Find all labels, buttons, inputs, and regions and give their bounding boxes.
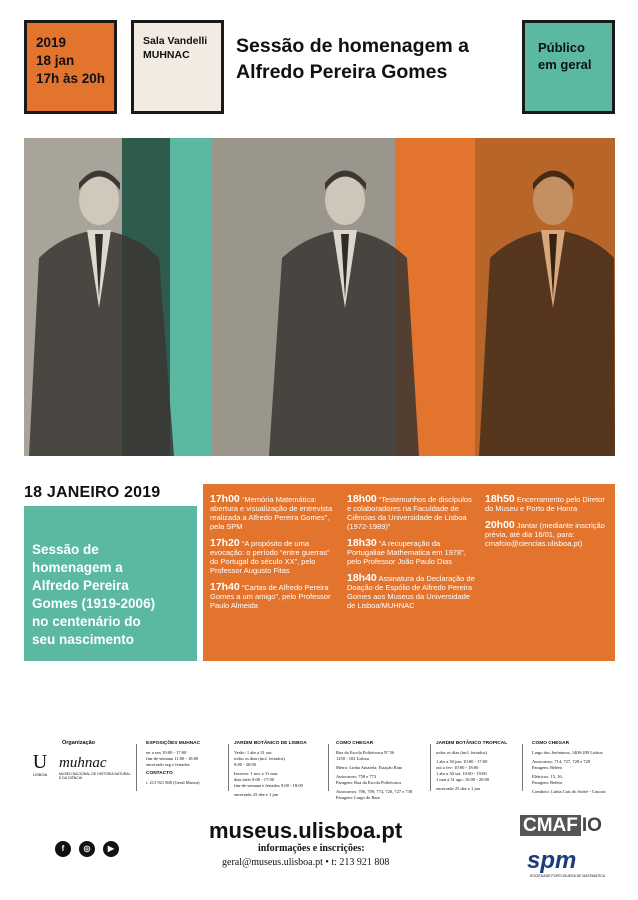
- program-column-3: [485, 495, 611, 556]
- footer-line: Metro: Linha Amarela: Estação Rato: [336, 765, 403, 770]
- subtitle-line: Sessão de: [32, 542, 99, 557]
- footer-exhibitions: [146, 741, 226, 786]
- footer-line: fim-de-semana 11:00 - 18:00: [146, 756, 199, 761]
- program-text: “A propósito de uma evocação: o período “entre guerras” do Portugal do século XX”, pelo Professor Augusto Fitas: [210, 539, 330, 575]
- organization-label: Organização: [62, 740, 96, 746]
- subtitle-line: Gomes (1919-2006): [32, 596, 156, 611]
- program-time: 17h20: [210, 537, 240, 549]
- muhnac-logo: [59, 755, 131, 780]
- footer-line: out a fev: 10:00 - 18:00: [436, 765, 479, 770]
- subtitle-line: homenagem a: [32, 560, 123, 575]
- venue-museum: MUHNAC: [143, 49, 190, 61]
- footer-line: Paragem: Belém: [532, 765, 562, 770]
- program-item: [347, 574, 475, 610]
- footer-line: encerrado seg e feriados: [146, 762, 190, 767]
- footer-botanical-garden-lisbon: [234, 741, 324, 798]
- subtitle-line: no centenário do: [32, 614, 141, 629]
- footer-line: encerrado 25 dez e 1 jan: [436, 786, 480, 791]
- facebook-icon[interactable]: f: [55, 841, 71, 857]
- footer-line: fim-de-semana e feriados 9:00 - 18:00: [234, 783, 303, 788]
- program-time: 17h00: [210, 493, 240, 505]
- footer-line: todos os dias (incl. feriados): [234, 756, 285, 761]
- audience-box: [522, 20, 615, 114]
- ulisboa-logo-letter: U: [32, 751, 48, 773]
- footer-heading: EXPOSIÇÕES MUHNAC: [146, 741, 201, 746]
- footer-line: Comboio: Linha Cais do Sodré - Cascais: [532, 789, 606, 794]
- footer-line: Autocarros: 758 e 773: [336, 774, 377, 779]
- footer-heading: COMO CHEGAR: [336, 741, 374, 746]
- youtube-icon[interactable]: ▶: [103, 841, 119, 857]
- spm-logo: spm: [527, 847, 577, 874]
- program-item: [210, 539, 338, 575]
- cmaf-logo: [520, 815, 602, 837]
- footer-line: todos os dias (incl. feriados): [436, 750, 487, 755]
- footer-line: Verão: 1 abr a 31 out: [234, 750, 272, 755]
- footer-divider: [228, 744, 229, 791]
- footer-divider: [430, 744, 431, 791]
- portrait-figure-right: [479, 171, 615, 457]
- muhnac-logo-subtitle: MUSEU NACIONAL DE HISTÓRIA NATURAL E DA CIÊNCIA: [59, 772, 131, 780]
- ulisboa-logo-text: LISBOA: [32, 772, 48, 777]
- footer-directions-2: [532, 741, 622, 795]
- date-day: 18 jan: [36, 53, 75, 68]
- venue-room: Sala Vandelli: [143, 35, 208, 47]
- footer-divider: [136, 744, 137, 791]
- program-column-2: [347, 495, 475, 618]
- footer-line: Paragem: Rua da Escola Politécnica: [336, 780, 401, 785]
- ulisboa-logo: [29, 752, 51, 777]
- footer-heading: JARDIM BOTÂNICO DE LISBOA: [234, 741, 307, 746]
- date-box: [24, 20, 117, 114]
- footer-directions-1: [336, 741, 428, 801]
- info-label: informações e inscrições:: [258, 843, 365, 854]
- footer-line: encerrado 25 dez e 1 jan: [234, 792, 278, 797]
- program-item: [485, 521, 611, 548]
- footer-tropical-garden: [436, 741, 518, 792]
- date-year: 2019: [36, 35, 67, 50]
- muhnac-logo-name: muhnac: [59, 755, 107, 771]
- event-date-heading: 18 JANEIRO 2019: [24, 484, 161, 501]
- footer-line: 1250 - 102 Lisboa: [336, 756, 369, 761]
- venue-box: [131, 20, 224, 114]
- footer-heading: COMO CHEGAR: [532, 741, 570, 746]
- program-time: 18h50: [485, 493, 515, 505]
- title-line-2: Alfredo Pereira Gomes: [236, 61, 448, 83]
- program-item: [347, 539, 475, 566]
- audience-line-2: em geral: [538, 57, 592, 72]
- program-item: [210, 495, 338, 531]
- program-text: Encerramento pelo Diretor do Museu e Porto de Honra: [485, 495, 605, 513]
- footer-line: Autocarros: 714, 727, 728 e 729: [532, 759, 591, 764]
- program-column-1: [210, 495, 338, 618]
- program-time: 18h40: [347, 572, 377, 584]
- portrait-photo: [24, 138, 615, 456]
- spm-logo-subtitle: SOCIEDADE PORTUGUESA DE MATEMÁTICA: [529, 874, 606, 878]
- subtitle-line: seu nascimento: [32, 632, 135, 647]
- subtitle-line: Alfredo Pereira: [32, 578, 129, 593]
- footer-line: 9:00 - 20:00: [234, 762, 256, 767]
- footer-line: Largo dos Jerónimos, 1400-209 Lisboa: [532, 750, 603, 755]
- footer-line: ter a sex 10:00 - 17:00: [146, 750, 187, 755]
- program-item: [347, 495, 475, 531]
- instagram-icon[interactable]: ◎: [79, 841, 95, 857]
- footer-line: Autocarros: 706, 709, 774, 720, 727 e 738: [336, 789, 413, 794]
- program-text: Assinatura da Declaração de Doação de Espólio de Alfredo Pereira Gomes aos Museus da Universidade de Lisboa/MUHNAC: [347, 574, 475, 610]
- footer-line: Paragem: Largo do Rato: [336, 795, 381, 800]
- audience-line-1: Público: [538, 40, 585, 55]
- footer-line: Paragem: Belém: [532, 780, 562, 785]
- program-box: [203, 484, 615, 661]
- program-time: 20h00: [485, 519, 515, 531]
- footer-divider: [522, 744, 523, 791]
- footer-line: dias úteis 9:00 - 17:00: [234, 777, 274, 782]
- program-text: “A recuperação da Portugaliae Mathematica em 1978”, pelo Professor João Paulo Dias: [347, 539, 466, 566]
- program-text: “Cartas de Alfredo Pereira Gomes a um amigo”, pelo Professor Paulo Almeida: [210, 583, 331, 610]
- cmaf-logo-suffix: IO: [581, 815, 602, 836]
- footer-heading: CONTACTO: [146, 771, 173, 776]
- website-link[interactable]: museus.ulisboa.pt: [209, 818, 403, 843]
- footer-line: 1 abr a 30 jun: 10:00 - 17:00: [436, 759, 488, 764]
- cmaf-logo-text: CMAF: [520, 815, 581, 836]
- program-time: 18h00: [347, 493, 377, 505]
- portrait-figures: [24, 138, 615, 456]
- program-item: [210, 583, 338, 610]
- contact-line[interactable]: geral@museus.ulisboa.pt • t: 213 921 808: [222, 857, 390, 868]
- program-item: [485, 495, 611, 513]
- footer-divider: [328, 744, 329, 791]
- date-hours: 17h às 20h: [36, 71, 106, 86]
- page-title: [236, 33, 526, 85]
- footer-line: 1 abr a 30 set: 10:00 - 19:00: [436, 771, 487, 776]
- footer-line: t. 213 921 800 (Geral Museu): [146, 780, 200, 785]
- event-subtitle-box: [24, 506, 197, 661]
- footer-line: Elétricos: 15, 16,: [532, 774, 563, 779]
- footer-line: Inverno: 1 nov a 31 mar: [234, 771, 278, 776]
- footer-line: Rua da Escola Politécnica Nº 56: [336, 750, 395, 755]
- footer-heading: JARDIM BOTÂNICO TROPICAL: [436, 741, 508, 746]
- event-subtitle: [32, 541, 198, 649]
- program-text: Jantar (mediante inscrição prévia, até dia 16/01, para: cmafcio@ciencias.ulisboa.pt): [485, 521, 605, 548]
- title-line-1: Sessão de homenagem a: [236, 35, 470, 57]
- portrait-figure-left: [29, 171, 174, 457]
- footer-line: 1 mai a 31 ago: 10:00 - 20:00: [436, 777, 490, 782]
- portrait-figure-center: [269, 171, 419, 457]
- program-text: “Testemunhos de discípulos e colaboradores na Faculdade de Ciências da Universidade de Lisboa (1972-1989)”: [347, 495, 472, 531]
- program-time: 17h40: [210, 581, 240, 593]
- program-text: “Memória Matemática: abertura e visualização de entrevista realizada a Alfredo Pereira Gomes”, pela SPM: [210, 495, 333, 531]
- program-time: 18h30: [347, 537, 377, 549]
